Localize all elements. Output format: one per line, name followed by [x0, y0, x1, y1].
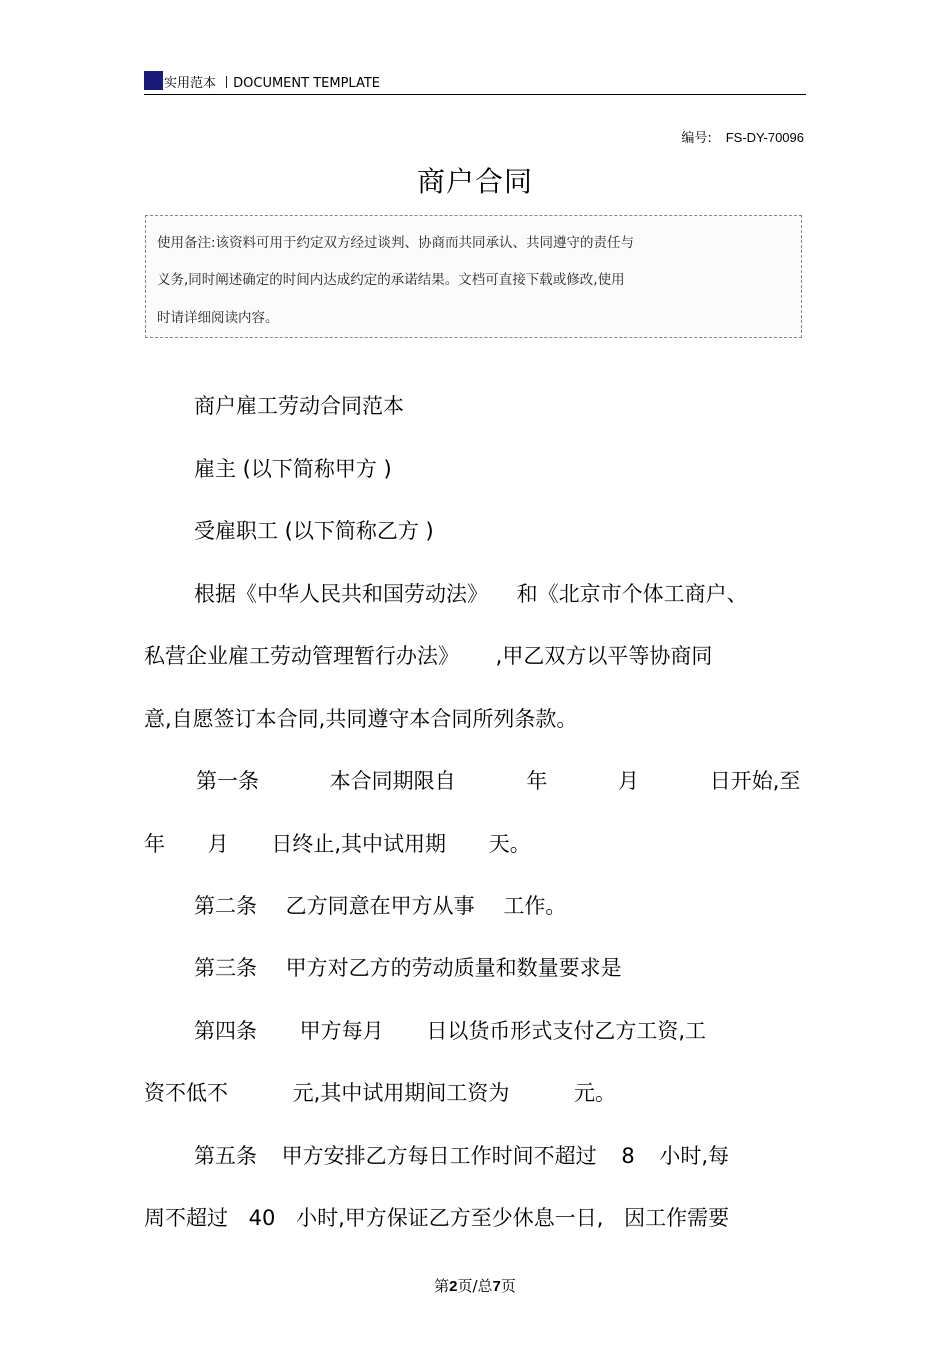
footer-mid: 页/总 — [457, 1277, 493, 1295]
body-line: 意,自愿签订本合同,共同遵守本合同所列条款。 — [144, 707, 578, 731]
body-line: 第三条 甲方对乙方的劳动质量和数量要求是 — [194, 956, 622, 980]
body-line: 周不超过 40 小时,甲方保证乙方至少休息一日, 因工作需要 — [144, 1206, 730, 1230]
document-number-value: FS-DY-70096 — [725, 130, 804, 145]
body-line: 雇主 (以下简称甲方 ) — [194, 457, 392, 481]
body-line: 私营企业雇工劳动管理暂行办法》 ,甲乙双方以平等协商同 — [144, 644, 713, 668]
note-line: 时请详细阅读内容。 — [157, 310, 279, 326]
header-text: 实用范本 丨DOCUMENT TEMPLATE — [164, 76, 380, 91]
document-number — [681, 127, 804, 146]
document-number-label: 编号: — [681, 131, 712, 146]
note-line: 义务,同时阐述确定的时间内达成约定的承诺结果。文档可直接下载或修改,使用 — [157, 272, 625, 288]
body-line: 受雇职工 (以下简称乙方 ) — [194, 519, 434, 543]
page-header — [144, 68, 806, 95]
usage-note-box — [145, 215, 802, 338]
footer-page-number: 2 — [449, 1278, 458, 1295]
body-line: 第四条 甲方每月 日以货币形式支付乙方工资,工 — [194, 1019, 707, 1043]
body-line: 第一条 本合同期限自 年 月 日开始,至 — [196, 769, 801, 793]
logo-square-icon — [144, 71, 163, 90]
footer-suffix: 页 — [500, 1277, 516, 1295]
body-line: 商户雇工劳动合同范本 — [194, 394, 404, 418]
page-footer — [0, 1275, 950, 1296]
page-title: 商户合同 — [416, 165, 533, 198]
body-line: 第五条 甲方安排乙方每日工作时间不超过 8 小时,每 — [194, 1144, 730, 1168]
body-line: 资不低不 元,其中试用期间工资为 元。 — [144, 1081, 617, 1105]
body-line: 年 月 日终止,其中试用期 天。 — [144, 832, 531, 856]
body-line: 第二条 乙方同意在甲方从事 工作。 — [194, 894, 567, 918]
footer-total-pages: 7 — [492, 1278, 501, 1295]
footer-prefix: 第 — [434, 1277, 450, 1295]
note-line: 使用备注:该资料可用于约定双方经过谈判、协商而共同承认、共同遵守的责任与 — [157, 235, 635, 251]
body-line: 根据《中华人民共和国劳动法》 和《北京市个体工商户、 — [194, 582, 748, 606]
